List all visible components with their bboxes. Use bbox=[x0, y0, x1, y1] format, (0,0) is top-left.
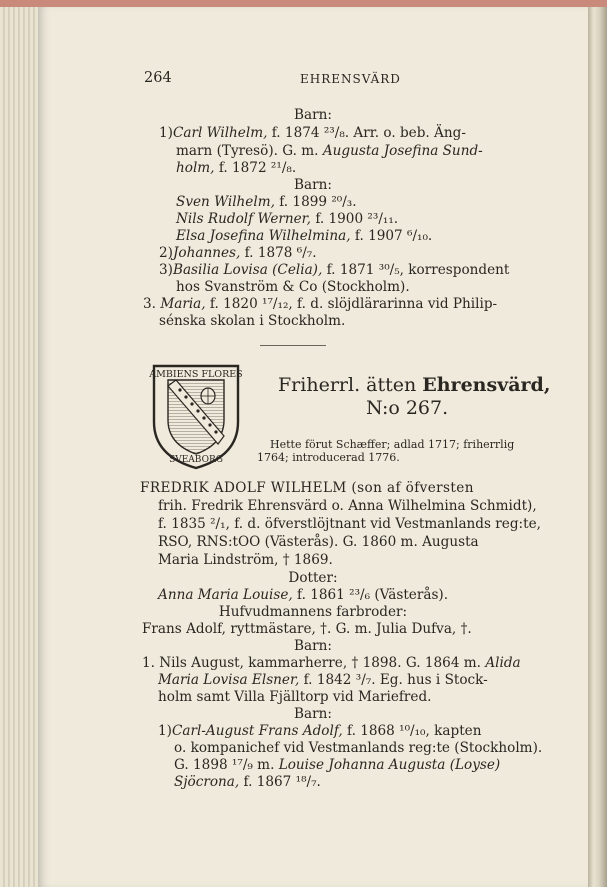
running-title: EHRENSVÄRD bbox=[300, 72, 401, 86]
entry-line: frih. Fredrik Ehrensvärd o. Anna Wilhelmina Schmidt), bbox=[158, 498, 537, 514]
entry-line: Sjöcrona, f. 1867 ¹⁸/₇. bbox=[174, 774, 321, 790]
dotter-heading: Dotter: bbox=[288, 570, 338, 586]
entry-line: Elsa Josefina Wilhelmina, f. 1907 ⁶/₁₀. bbox=[176, 228, 433, 244]
entry-line: 2)Johannes, f. 1878 ⁶/₇. bbox=[159, 245, 317, 261]
entry-line: 1)Carl Wilhelm, f. 1874 ²³/₈. Arr. o. beb. Äng- bbox=[159, 125, 466, 141]
book-top-edge bbox=[0, 0, 607, 7]
entry-line: FREDRIK ADOLF WILHELM (son af öfversten bbox=[140, 480, 474, 496]
entry-line: f. 1835 ²/₁, f. d. öfverstlöjtnant vid Vestmanlands reg:te, bbox=[158, 516, 541, 532]
section-divider bbox=[260, 345, 326, 346]
family-note: Hette förut Schæffer; adlad 1717; friherrlig bbox=[270, 438, 515, 451]
family-title: Friherrl. ätten Ehrensvärd, bbox=[278, 374, 551, 396]
entry-line: 3. Maria, f. 1820 ¹⁷/₁₂, f. d. slöjdlärarinna vid Philip- bbox=[143, 296, 498, 312]
entry-line: holm samt Villa Fjälltorp vid Mariefred. bbox=[158, 689, 432, 705]
page-edge-right bbox=[588, 7, 607, 887]
entry-line: G. 1898 ¹⁷/₉ m. Louise Johanna Augusta (Loyse) bbox=[174, 757, 501, 773]
entry-line: Sven Wilhelm, f. 1899 ²⁰/₃. bbox=[176, 194, 357, 210]
entry-line: o. kompanichef vid Vestmanlands reg:te (Stockholm). bbox=[174, 740, 543, 756]
entry-line: Frans Adolf, ryttmästare, †. G. m. Julia Dufva, †. bbox=[142, 621, 472, 637]
family-note: 1764; introducerad 1776. bbox=[257, 451, 400, 464]
entry-line: Nils Rudolf Werner, f. 1900 ²³/₁₁. bbox=[176, 211, 399, 227]
barn-heading: Barn: bbox=[294, 107, 332, 123]
book-page bbox=[38, 7, 588, 887]
entry-line: sénska skolan i Stockholm. bbox=[159, 313, 346, 329]
entry-line: Anna Maria Louise, f. 1861 ²³/₆ (Västerås). bbox=[158, 587, 449, 603]
page-edges-left bbox=[0, 7, 38, 887]
entry-line: hos Svanström & Co (Stockholm). bbox=[176, 279, 410, 295]
entry-line: holm, f. 1872 ²¹/₈. bbox=[176, 160, 297, 176]
barn-heading: Barn: bbox=[294, 177, 332, 193]
coat-of-arms bbox=[142, 356, 250, 472]
barn-heading: Barn: bbox=[294, 638, 332, 654]
crest-motto-bottom: SVEABORG bbox=[169, 455, 223, 465]
entry-line: RSO, RNS:tOO (Västerås). G. 1860 m. Augusta bbox=[158, 534, 479, 550]
page-number: 264 bbox=[144, 70, 172, 86]
entry-line: marn (Tyresö). G. m. Augusta Josefina Sund- bbox=[176, 143, 483, 159]
family-number: N:o 267. bbox=[366, 397, 449, 419]
crest-motto-top: AMBIENS FLORES bbox=[149, 369, 243, 380]
barn-heading: Barn: bbox=[294, 706, 332, 722]
entry-line: 3)Basilia Lovisa (Celia), f. 1871 ³⁰/₅, korrespondent bbox=[159, 262, 510, 278]
entry-line: Maria Lovisa Elsner, f. 1842 ³/₇. Eg. hus i Stock- bbox=[158, 672, 488, 688]
entry-line: 1. Nils August, kammarherre, † 1898. G. 1864 m. Alida bbox=[142, 655, 521, 671]
farbroder-heading: Hufvudmannens farbroder: bbox=[218, 604, 408, 620]
entry-line: Maria Lindström, † 1869. bbox=[158, 552, 333, 568]
entry-line: 1)Carl-August Frans Adolf, f. 1868 ¹⁰/₁₀, kapten bbox=[158, 723, 482, 739]
